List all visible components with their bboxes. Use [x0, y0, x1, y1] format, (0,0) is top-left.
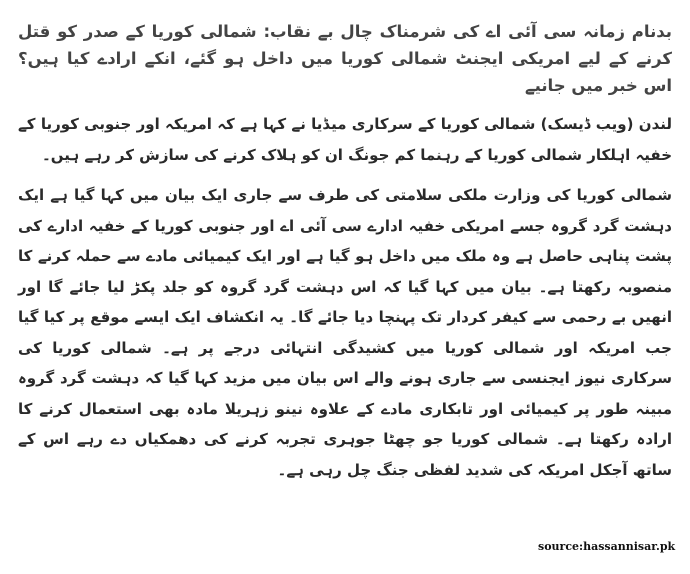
article-paragraph-main: شمالی کوریا کی وزارت ملکی سلامتی کی طرف سے جاری ایک بیان میں کہا گیا ہے ایک دہشت گرد گروہ جسے امریکی خفیہ ادارے سی آئی اے اور جنوبی کوریا کے خفیہ ادارے کی پشت پناہی حاصل ہے وہ ملک میں داخل ہو گیا ہے اور ایک کیمیائی مادے سے حملہ کرنے کا منصوبہ رکھتا ہے۔ بیان میں کہا گیا کہ اس دہشت گرد گروہ کو جلد پکڑ لیا جائے گا اور انھیں بے رحمی سے کیفر کردار تک پہنچا دیا جائے گا۔ یہ انکشاف ایک ایسے موقع پر کیا گیا جب امریکہ اور شمالی کوریا میں کشیدگی انتہائی درجے پر ہے۔ شمالی کوریا کی سرکاری نیوز ایجنسی سے جاری ہونے والے اس بیان میں مزید کہا گیا کہ دہشت گرد گروہ مبینہ طور پر کیمیائی اور تابکاری مادے کے علاوہ نینو زہریلا مادہ بھی استعمال کرنے کا ارادہ رکھتا ہے۔ شمالی کوریا جو چھٹا جوہری تجربہ کرنے کی دھمکیاں دے رہے اس کے ساتھ آجکل امریکہ کی شدید لفظی جنگ چل رہی ہے۔ [18, 186, 672, 479]
source-credit: source:hassannisar.pk [538, 540, 676, 553]
article-paragraph-intro: لندن (ویب ڈیسک) شمالی کوریا کے سرکاری میڈیا نے کہا ہے کہ امریکہ اور جنوبی کوریا کے خفیہ اہلکار شمالی کوریا کے رہنما کم جونگ ان کو ہلاک کرنے کی سازش کر رہے ہیں۔ [18, 115, 672, 164]
article-body [18, 109, 672, 485]
article-headline: بدنام زمانہ سی آئی اے کی شرمناک چال بے نقاب: شمالی کوریا کے صدر کو قتل کرنے کے لیے امریکی ایجنٹ شمالی کوریا میں داخل ہو گئے، انکے ارادے کیا ہیں؟ اس خبر میں جانیے [18, 22, 672, 95]
